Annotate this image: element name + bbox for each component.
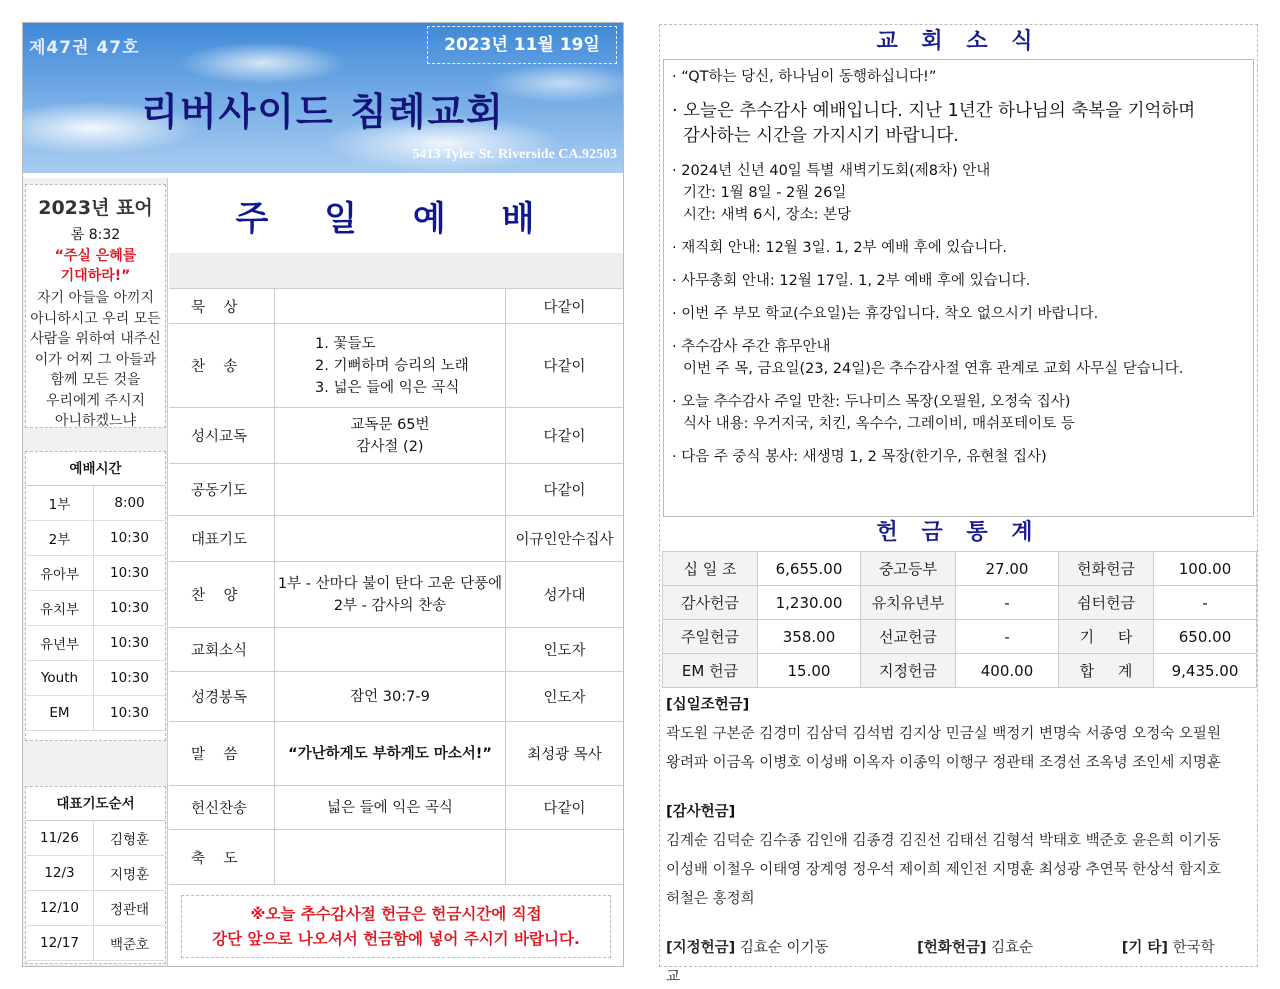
order-item-name: 성시교독 (169, 408, 275, 463)
offering-amount: 6,655.00 (758, 552, 861, 586)
offering-label: 십 일 조 (663, 552, 758, 586)
offering-label: 기 타 (1059, 620, 1154, 654)
order-row (169, 562, 623, 628)
news-item: · 이번 주 부모 학교(수요일)는 휴강입니다. 착오 없으시기 바랍니다. (672, 306, 1099, 322)
order-row (169, 289, 623, 324)
order-item-content: 넓은 들에 익은 곡식 (275, 786, 506, 829)
tithe-heading: [십일조헌금] (666, 697, 750, 713)
prayer-leader: 지명훈 (109, 867, 150, 883)
verse-line: 사람을 위하여 내주신 (30, 331, 161, 347)
service-name: Youth (26, 661, 94, 695)
order-item-leader: 다같이 (543, 429, 586, 445)
prayer-leader: 정관태 (109, 902, 150, 918)
order-item-name: 성경봉독 (169, 672, 275, 721)
news-item: · 사무총회 안내: 12월 17일. 1, 2부 예배 후에 있습니다. (672, 273, 1031, 289)
offering-label: 유치유년부 (861, 586, 956, 620)
offering-label: 헌화헌금 (1059, 552, 1154, 586)
donor-line: 곽도원 구본준 김경미 김삼덕 김석범 김지상 민금실 백정기 변명숙 서종영 오정숙 오필원 (666, 726, 1221, 742)
service-time-row (26, 696, 165, 731)
news-item (672, 391, 1253, 435)
prayer-row (26, 891, 165, 926)
church-news-list (663, 59, 1254, 517)
offering-label: 중고등부 (861, 552, 956, 586)
offering-amount: 358.00 (758, 620, 861, 654)
service-time-row (26, 556, 165, 591)
offering-label: 합 계 (1059, 654, 1154, 688)
order-row (169, 628, 623, 672)
flower-offering (917, 940, 1075, 956)
order-item-name: 축 도 (169, 830, 275, 884)
order-item-name: 찬 송 (169, 324, 275, 407)
offering-label: 주일헌금 (663, 620, 758, 654)
service-name: 유년부 (26, 626, 94, 660)
order-item-content: 교독문 65번 감사절 (2) (275, 408, 506, 463)
service-name: 2부 (26, 521, 94, 555)
prayer-order-heading: 대표기도순서 (26, 787, 165, 821)
offering-notice (181, 895, 611, 958)
motto-title: 2023년 표어 (38, 197, 153, 219)
order-item-content: “가난하게도 부하게도 마소서!” (275, 722, 506, 785)
verse-line: 함께 모든 것을 (50, 372, 141, 388)
prayer-date: 12/10 (26, 891, 94, 925)
news-item: · 다음 주 중식 봉사: 새생명 1, 2 목장(한기우, 유현철 집사) (672, 449, 1047, 465)
order-row (169, 722, 623, 786)
offering-amount: 1,230.00 (758, 586, 861, 620)
other-heading: [기 타] (1121, 940, 1169, 956)
service-time-row (26, 626, 165, 661)
order-item-leader: 성가대 (543, 588, 586, 604)
service-times-heading: 예배시간 (26, 452, 165, 486)
order-item-content (275, 628, 506, 671)
offering-amount: - (956, 586, 1059, 620)
order-item-content (275, 830, 506, 884)
thanks-heading: [감사헌금] (666, 804, 736, 820)
news-item (672, 160, 1253, 226)
order-item-name: 헌신찬송 (169, 786, 275, 829)
offering-row (663, 552, 1257, 586)
order-row (169, 786, 623, 830)
other-names: 한국학교 (666, 940, 1215, 985)
section-divider (169, 253, 623, 288)
service-time: 10:30 (110, 705, 149, 721)
service-time: 10:30 (110, 670, 149, 686)
designated-offering (666, 940, 871, 956)
service-time-row (26, 591, 165, 626)
order-item-leader: 최성광 목사 (527, 747, 602, 763)
sky-banner (23, 23, 623, 173)
news-line: · 오늘은 추수감사 예배입니다. 지난 1년간 하나님의 축복을 기억하며 (672, 101, 1196, 121)
news-line: 식사 내용: 우거지국, 치킨, 옥수수, 그레이비, 매쉬포테이토 등 (683, 416, 1075, 432)
order-item-name: 말 씀 (169, 722, 275, 785)
flower-names: 김효순 (991, 940, 1034, 956)
offering-amount: - (1154, 586, 1257, 620)
flower-heading: [헌화헌금] (917, 940, 987, 956)
service-time-row (26, 486, 165, 521)
offering-row (663, 620, 1257, 654)
sidebar (23, 178, 168, 966)
notice-line: ※오늘 추수감사절 헌금은 헌금시간에 직접 (250, 905, 542, 923)
verse-line: 아니하겠느냐 (54, 413, 137, 429)
order-item-name: 공동기도 (169, 464, 275, 515)
order-row (169, 408, 623, 464)
order-item-content (275, 464, 506, 515)
news-line: · 2024년 신년 40일 특별 새벽기도회(제8차) 안내 (672, 163, 991, 179)
service-time: 10:30 (110, 600, 149, 616)
news-line: · 오늘 추수감사 주일 만찬: 두나미스 목장(오필원, 오정숙 집사) (672, 394, 1071, 410)
news-line: · 추수감사 주간 휴무안내 (672, 339, 831, 355)
offering-stats-table (662, 551, 1257, 688)
offering-amount: 650.00 (1154, 620, 1257, 654)
other-offerings-line (666, 934, 1254, 989)
news-line: 이번 주 목, 금요일(23, 24일)은 추수감사절 연휴 관계로 교회 사무실 닫습니다. (683, 361, 1184, 377)
offering-amount: 27.00 (956, 552, 1059, 586)
order-row (169, 516, 623, 562)
offering-row (663, 654, 1257, 688)
news-line: 기간: 1월 8일 - 2월 26일 (683, 185, 847, 201)
church-news-title: 교 회 소 식 (876, 29, 1041, 54)
order-item-leader: 다같이 (543, 299, 586, 316)
offering-label: 쉼터헌금 (1059, 586, 1154, 620)
prayer-order-box (25, 786, 166, 964)
order-item-name: 대표기도 (169, 516, 275, 561)
verse-line: 우리에게 주시지 (45, 392, 146, 409)
order-item-name: 교회소식 (169, 628, 275, 671)
news-item (672, 336, 1253, 380)
bulletin-back (659, 24, 1258, 985)
service-time-row (26, 661, 165, 696)
prayer-leader: 백준호 (109, 937, 150, 953)
offering-label: 선교헌금 (861, 620, 956, 654)
prayer-date: 11/26 (26, 821, 94, 855)
news-item: · “QT하는 당신, 하나님이 동행하십니다!” (672, 69, 937, 85)
offering-label: EM 헌금 (663, 654, 758, 688)
order-row (169, 324, 623, 408)
service-time: 8:00 (114, 495, 145, 511)
order-item-content: 잠언 30:7-9 (275, 672, 506, 721)
service-title: 주 일 예 배 (235, 198, 557, 239)
service-time: 10:30 (110, 635, 149, 651)
service-name: 유아부 (26, 556, 94, 590)
verse-line: 이가 어찌 그 아들과 (34, 351, 157, 368)
order-item-leader (506, 830, 623, 884)
donor-line: 허철은 홍정희 (666, 891, 755, 907)
prayer-row (26, 926, 165, 961)
news-line: 시간: 새벽 6시, 장소: 본당 (683, 207, 852, 223)
notice-line: 강단 앞으로 나오셔서 헌금함에 넣어 주시기 바랍니다. (212, 930, 580, 948)
offering-amount: 15.00 (758, 654, 861, 688)
verse-reference: 롬 8:32 (70, 227, 121, 243)
prayer-row (26, 821, 165, 856)
prayer-date: 12/3 (26, 856, 94, 890)
offering-amount: 9,435.00 (1154, 654, 1257, 688)
order-item-content: 1부 - 산마다 불이 탄다 고운 단풍에 2부 - 감사의 찬송 (275, 562, 506, 627)
news-line: 감사하는 시간을 가지시기 바랍니다. (683, 126, 959, 146)
order-item-leader: 인도자 (543, 643, 586, 659)
service-time: 10:30 (110, 565, 149, 581)
offering-amount: 400.00 (956, 654, 1059, 688)
offering-amount: - (956, 620, 1059, 654)
order-item-name: 찬 양 (169, 562, 275, 627)
designated-names: 김효순 이기동 (739, 940, 829, 956)
motto-highlight-line: 기대하라!” (60, 268, 131, 284)
volume-number: 제47권 47호 (29, 38, 140, 58)
motto-highlight (26, 246, 165, 286)
service-name: 유치부 (26, 591, 94, 625)
service-name: 1부 (26, 486, 94, 520)
offering-amount: 100.00 (1154, 552, 1257, 586)
motto-highlight-line: “주실 은혜를 (54, 248, 137, 264)
order-item-content: 1. 꽃들도 2. 기뻐하며 승리의 노래 3. 넓은 들에 익은 곡식 (275, 324, 506, 407)
service-name: EM (26, 696, 94, 730)
donor-line: 김계순 김덕순 김수종 김인애 김종경 김진선 김태선 김형석 박태호 백준호 윤은희 이기동 (666, 833, 1221, 849)
news-item (672, 99, 1253, 149)
donor-list (666, 691, 1254, 989)
order-item-leader: 다같이 (543, 359, 586, 375)
prayer-date: 12/17 (26, 926, 94, 960)
designated-heading: [지정헌금] (666, 940, 736, 956)
order-row (169, 464, 623, 516)
bulletin-date: 2023년 11월 19일 (427, 26, 617, 64)
bulletin-front (22, 22, 624, 967)
order-item-leader: 다같이 (543, 483, 586, 499)
service-time-row (26, 521, 165, 556)
order-row (169, 830, 623, 885)
offering-stats-title: 헌 금 통 계 (876, 520, 1041, 545)
order-item-leader: 이규인안수집사 (515, 532, 614, 548)
order-item-content (275, 289, 506, 323)
service-order-section (169, 178, 623, 966)
offering-row (663, 586, 1257, 620)
verse-line: 자기 아들을 아끼지 (36, 290, 155, 306)
donor-line: 이성배 이철우 이태영 장계영 정우석 제이희 제인전 지명훈 최성광 추연묵 한상석 함지호 (666, 862, 1221, 878)
year-motto-box (25, 184, 166, 428)
offering-label: 지정헌금 (861, 654, 956, 688)
order-item-content (275, 516, 506, 561)
service-time: 10:30 (110, 530, 149, 546)
order-item-leader: 다같이 (543, 801, 586, 817)
church-address: 5413 Tyler St. Riverside CA.92503 (412, 147, 617, 162)
order-item-name: 묵 상 (169, 289, 275, 323)
service-times-box (25, 451, 166, 741)
donor-line: 왕려파 이금옥 이병호 이성배 이옥자 이종익 이행구 정관태 조경선 조옥녕 조인세 지명훈 (666, 755, 1221, 771)
church-name: 리버사이드 침례교회 (141, 90, 505, 134)
offering-label: 감사헌금 (663, 586, 758, 620)
verse-text (26, 288, 165, 432)
order-row (169, 672, 623, 722)
order-item-leader: 인도자 (543, 690, 586, 706)
prayer-leader: 김형훈 (109, 832, 150, 848)
prayer-row (26, 856, 165, 891)
verse-line: 아니하시고 우리 모든 (30, 310, 161, 327)
news-item: · 재직회 안내: 12월 3일. 1, 2부 예배 후에 있습니다. (672, 240, 1008, 256)
order-of-worship-table (169, 288, 623, 885)
